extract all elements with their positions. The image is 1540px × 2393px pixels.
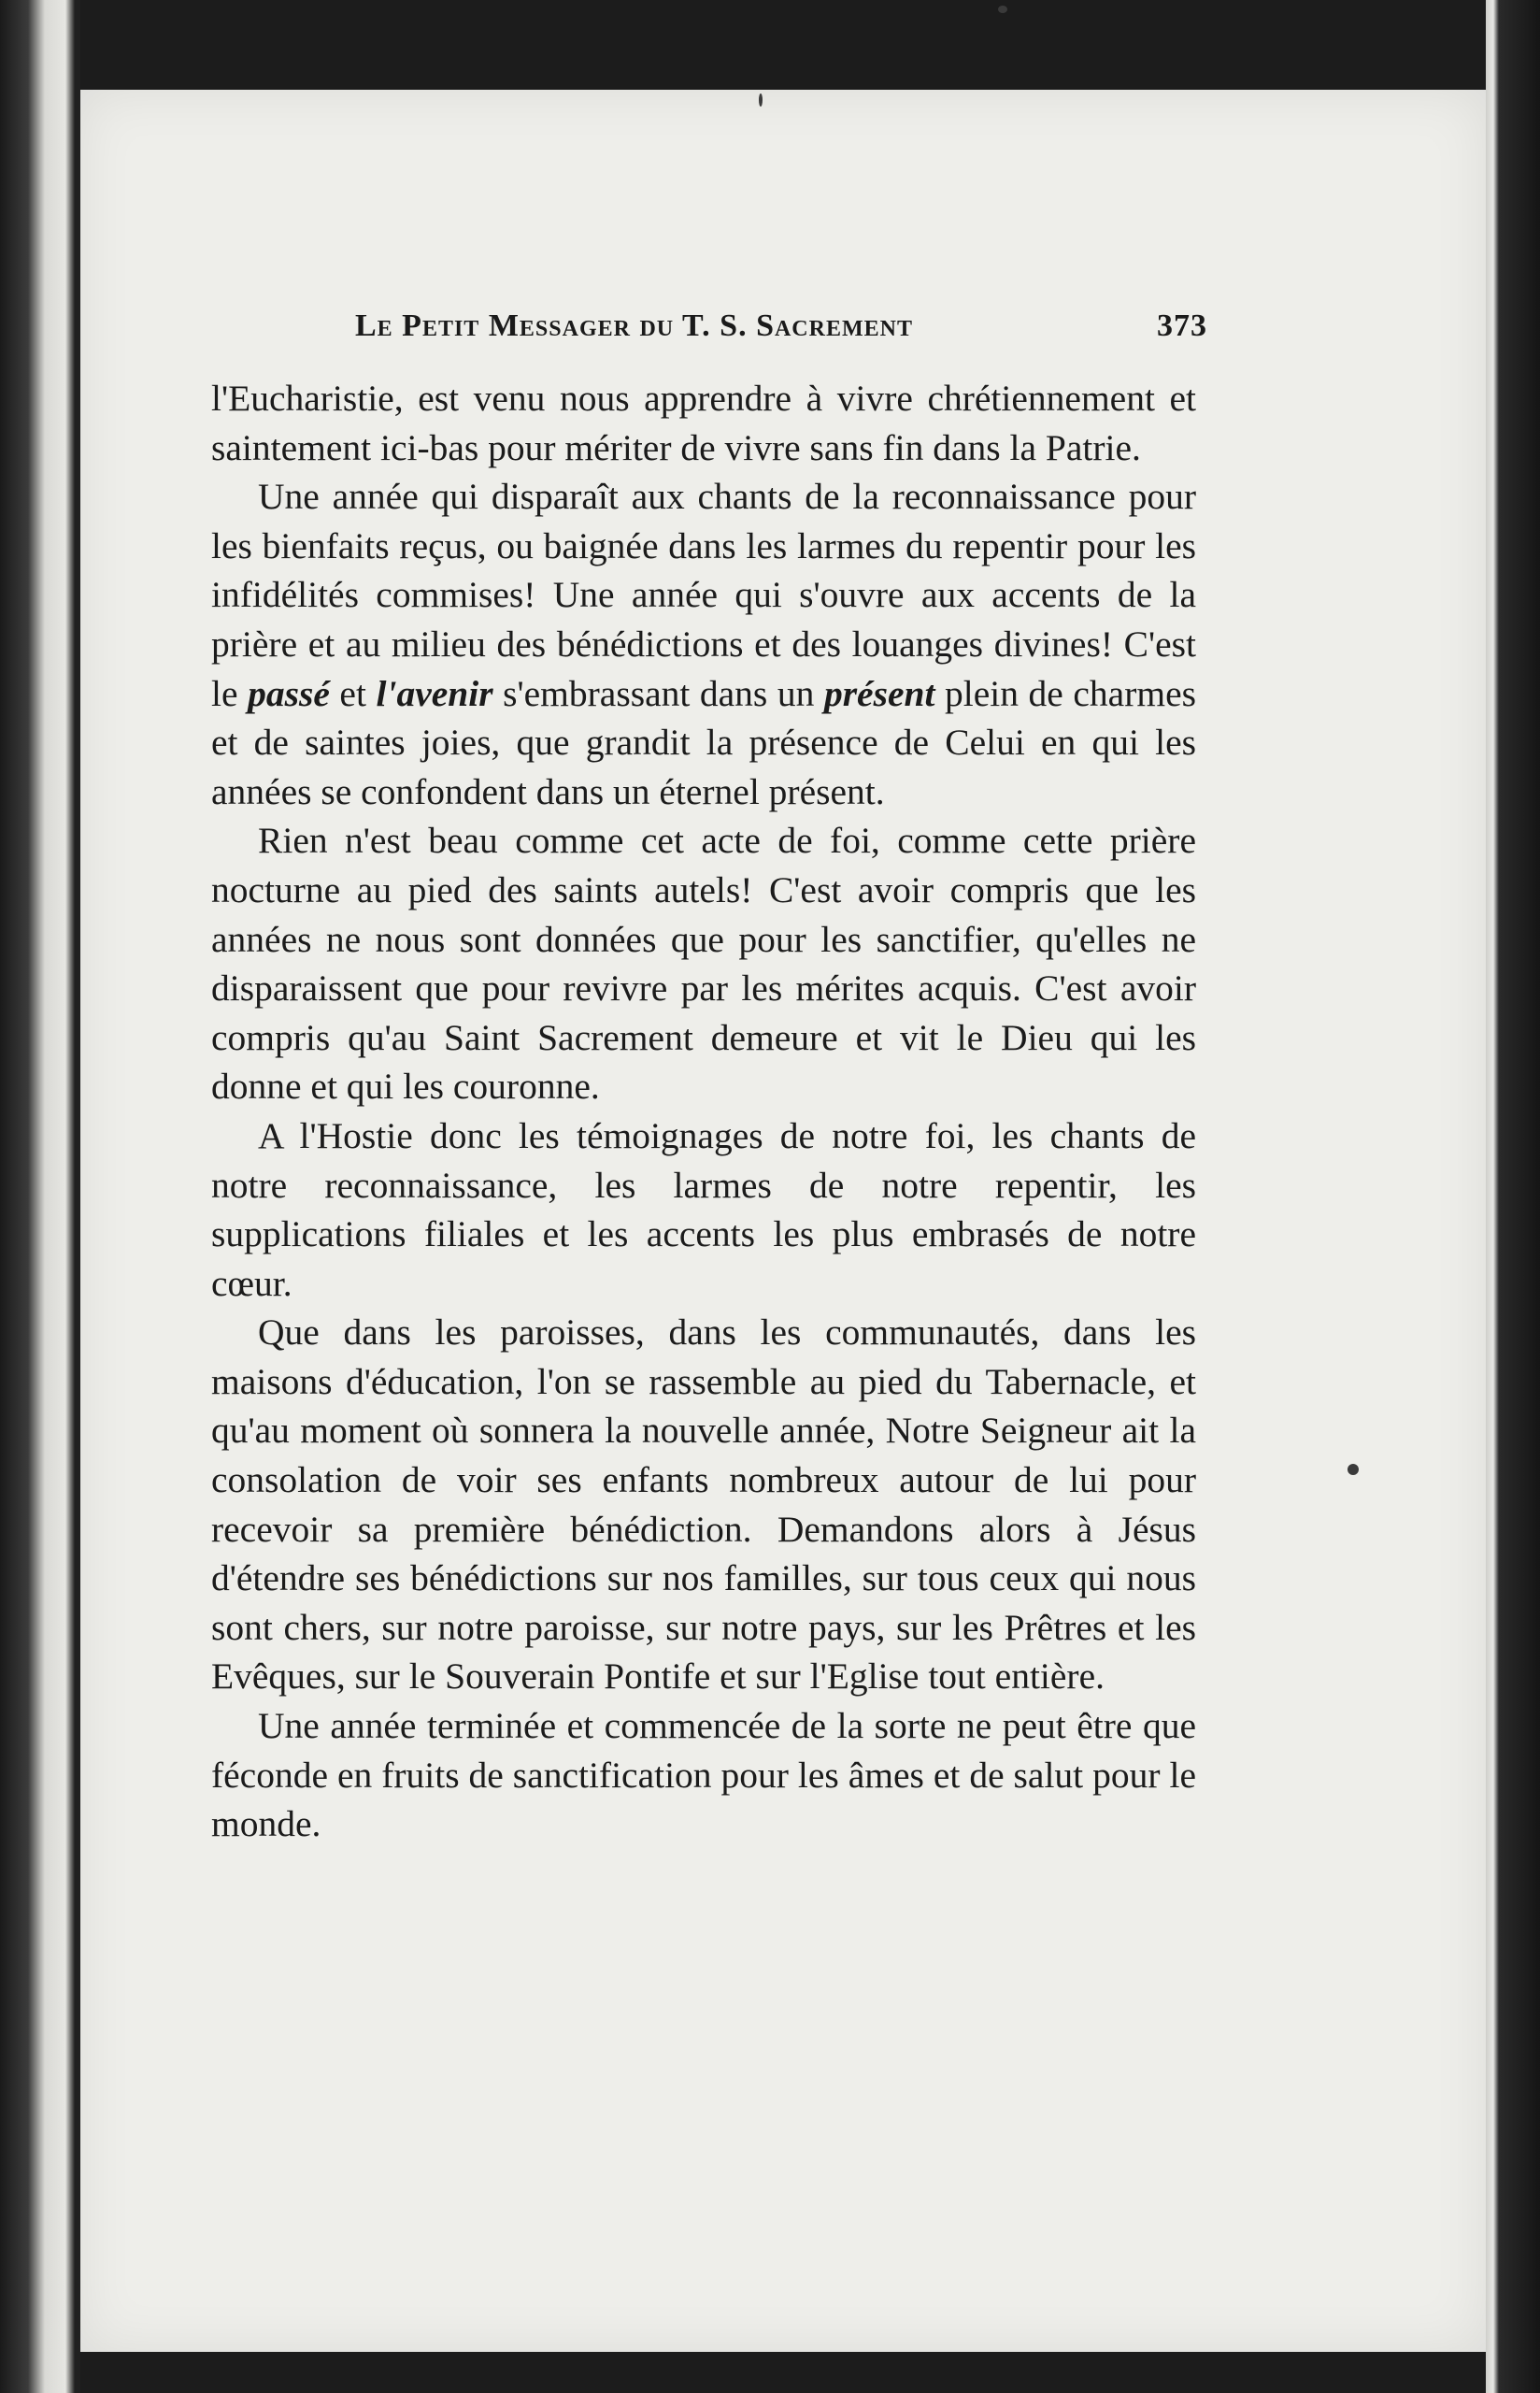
book-spine-edge xyxy=(0,0,80,2393)
dust-speck xyxy=(1348,1464,1359,1475)
dust-speck xyxy=(759,93,763,107)
paragraph-2-part-a: Une année qui disparaît aux chants de la reconnaissance pour les bienfaits reçus, ou baignée dans les larmes du repentir pour les infidélités commises! Une année qui s'ouvre aux accents de la prière et au milieu des bénédictions et des louanges divines! C'est le xyxy=(211,476,1196,714)
paragraph-4: A l'Hostie donc les témoignages de notre foi, les chants de notre reconnaissance, les larmes de notre repentir, les supplications filiales et les accents les plus embrasés de notre cœur. xyxy=(211,1114,1196,1304)
italic-avenir: l'avenir xyxy=(376,672,493,714)
running-head xyxy=(355,308,1207,355)
paragraph-5: Que dans les paroisses, dans les communautés, dans les maisons d'éducation, l'on se rassemble au pied du Tabernacle, et qu'au moment où sonnera la nouvelle année, Notre Seigneur ait la consolation de voir ses enfants nombreux autour de lui pour recevoir sa première bénédiction. Demandons alors à Jésus d'étendre ses bénédictions sur nos familles, sur tous ceux qui nous sont chers, sur notre paroisse, sur notre pays, sur les Prêtres et les Evêques, sur le Souverain Pontife et sur l'Eglise tout entière. xyxy=(211,1311,1196,1698)
paragraph-2 xyxy=(211,472,1196,816)
paragraph-6: Une année terminée et commencée de la sorte ne peut être que féconde en fruits de sanctification pour les âmes et de salut pour le monde. xyxy=(211,1705,1196,1845)
dust-speck xyxy=(998,6,1007,13)
italic-present: présent xyxy=(823,672,935,714)
page-right-edge xyxy=(1486,0,1540,2393)
page-number: 373 xyxy=(1157,308,1207,343)
paragraph-3: Rien n'est beau comme cet acte de foi, comme cette prière nocturne au pied des saints autels! C'est avoir compris que les années ne nous sont données que pour les sanctifier, qu'elles ne disparaissent que pour revivre par les mérites acquis. C'est avoir compris qu'au Saint Sacrement demeure et vit le Dieu qui les donne et qui les couronne. xyxy=(211,820,1196,1108)
paragraph-2-part-b: et xyxy=(329,672,377,714)
body-text xyxy=(211,374,1196,1849)
running-head-title: Le Petit Messager du T. S. Sacrement xyxy=(355,308,913,343)
paragraph-1: l'Eucharistie, est venu nous apprendre à vivre chrétiennement et saintement ici-bas pour mériter de vivre sans fin dans la Patrie. xyxy=(211,378,1196,468)
italic-passe: passé xyxy=(248,672,330,714)
paragraph-2-part-d: plein de charmes et de saintes joies, que grandit la présence de Celui en qui les années se confondent dans un éternel présent. xyxy=(211,672,1196,812)
paragraph-2-part-c: s'embrassant dans un xyxy=(492,672,824,714)
